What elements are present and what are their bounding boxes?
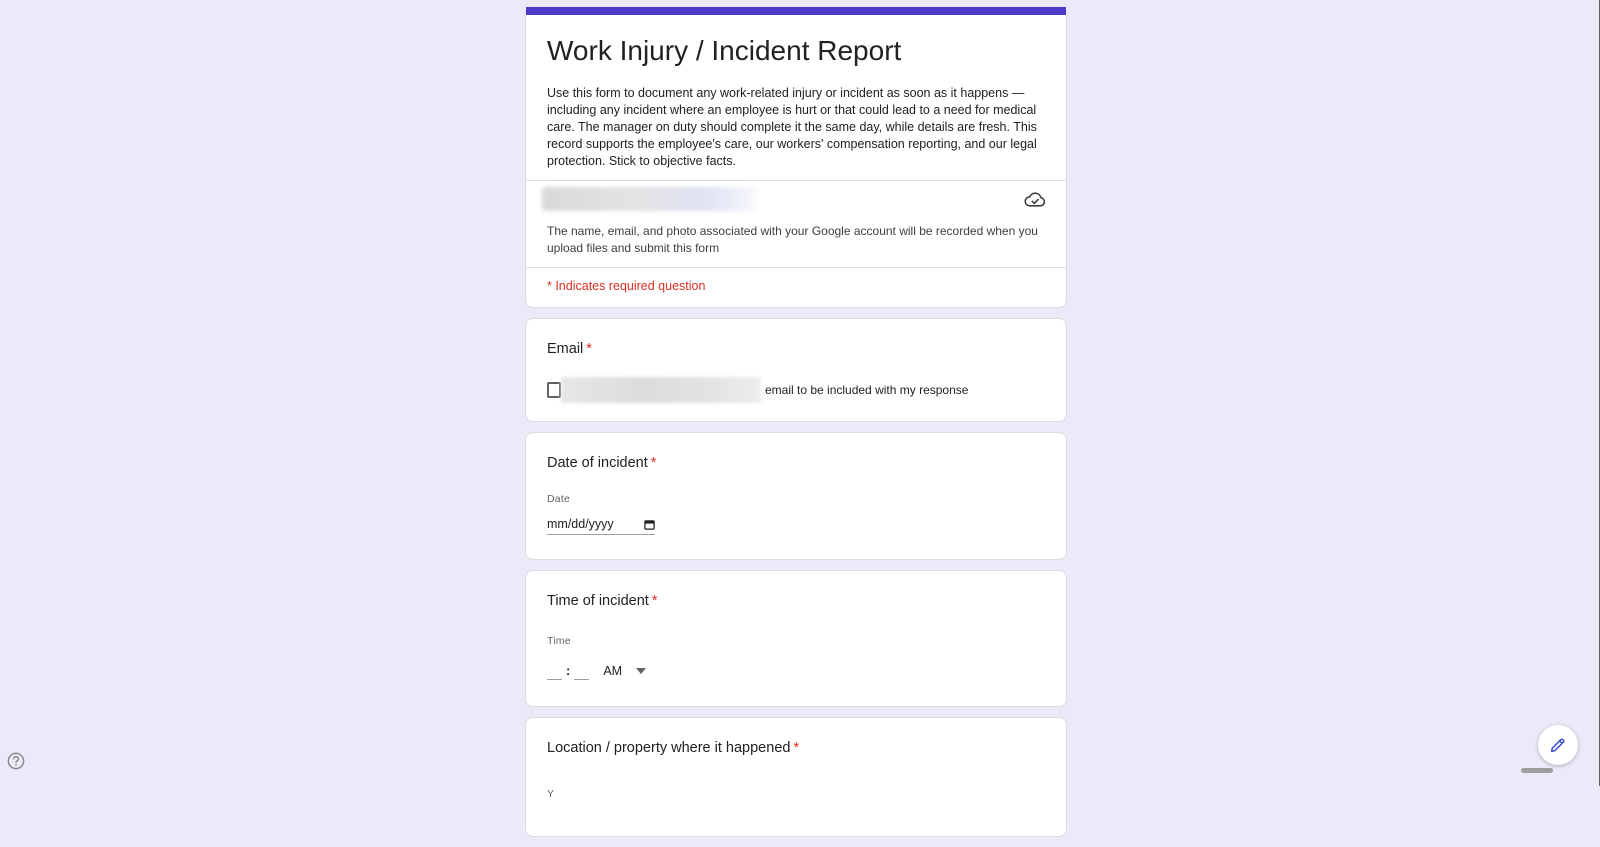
calendar-icon[interactable] <box>644 519 655 530</box>
question-title-time <box>547 591 1045 611</box>
form-column <box>525 7 1067 847</box>
question-card-time <box>525 570 1067 707</box>
question-title-location <box>547 738 1045 758</box>
record-email-checkbox[interactable] <box>547 382 561 398</box>
account-note: The name, email, and photo associated with your Google account will be recorded when you upload files and submit this form <box>547 224 1038 255</box>
question-card-date <box>525 432 1067 560</box>
question-title-date-text: Date of incident <box>547 455 648 471</box>
pencil-icon <box>1549 736 1567 754</box>
cloud-check-icon[interactable] <box>1024 191 1046 209</box>
edit-form-button[interactable] <box>1538 725 1578 765</box>
account-row <box>526 181 1066 219</box>
question-email <box>526 319 1066 423</box>
required-star: * <box>586 341 592 357</box>
question-title-email <box>547 339 1045 359</box>
form-header-main <box>526 15 1066 180</box>
question-title-location-text: Location / property where it happened <box>547 740 791 756</box>
ampm-select[interactable] <box>603 664 646 678</box>
account-identity-redacted <box>542 187 760 211</box>
email-redacted <box>561 377 761 403</box>
record-email-label: email to be included with my response <box>765 383 969 397</box>
required-star: * <box>650 455 657 471</box>
minute-input[interactable] <box>574 661 589 680</box>
date-sub-label: Date <box>547 493 570 505</box>
ampm-value: AM <box>603 663 623 678</box>
required-note: * Indicates required question <box>547 279 706 293</box>
form-description: Use this form to document any work-related injury or incident as soon as it happens — including any incident where an employee is hurt or that could lead to a need for medical care. The manager on duty should complete it the same day, while details are fresh. This record supports the employee's care, our workers' compensation reporting, and our legal protection. Stick to objective facts. <box>547 86 1037 168</box>
location-sub-label: Y <box>547 788 555 800</box>
date-input[interactable] <box>547 517 655 535</box>
question-date <box>526 433 1066 555</box>
accent-bar <box>526 7 1066 15</box>
question-title-time-text: Time of incident <box>547 593 649 609</box>
email-row <box>547 377 1045 403</box>
required-star: * <box>793 740 800 756</box>
scroll-handle[interactable] <box>1521 768 1553 773</box>
time-sub-label: Time <box>547 635 571 647</box>
form-header-card <box>525 7 1067 308</box>
question-time <box>526 571 1066 700</box>
hour-input[interactable] <box>547 661 562 680</box>
time-separator: : <box>566 663 571 678</box>
caret-down-icon <box>636 668 646 674</box>
required-star: * <box>651 593 658 609</box>
question-card-email <box>525 318 1067 422</box>
date-placeholder: mm/dd/yyyy <box>547 517 614 531</box>
question-location <box>526 718 1066 820</box>
form-title: Work Injury / Incident Report <box>547 35 902 66</box>
question-card-location <box>525 717 1067 837</box>
time-row <box>547 661 1045 680</box>
question-title-email-text: Email <box>547 341 584 357</box>
help-circle-icon[interactable] <box>7 752 25 770</box>
question-title-date <box>547 453 1045 473</box>
